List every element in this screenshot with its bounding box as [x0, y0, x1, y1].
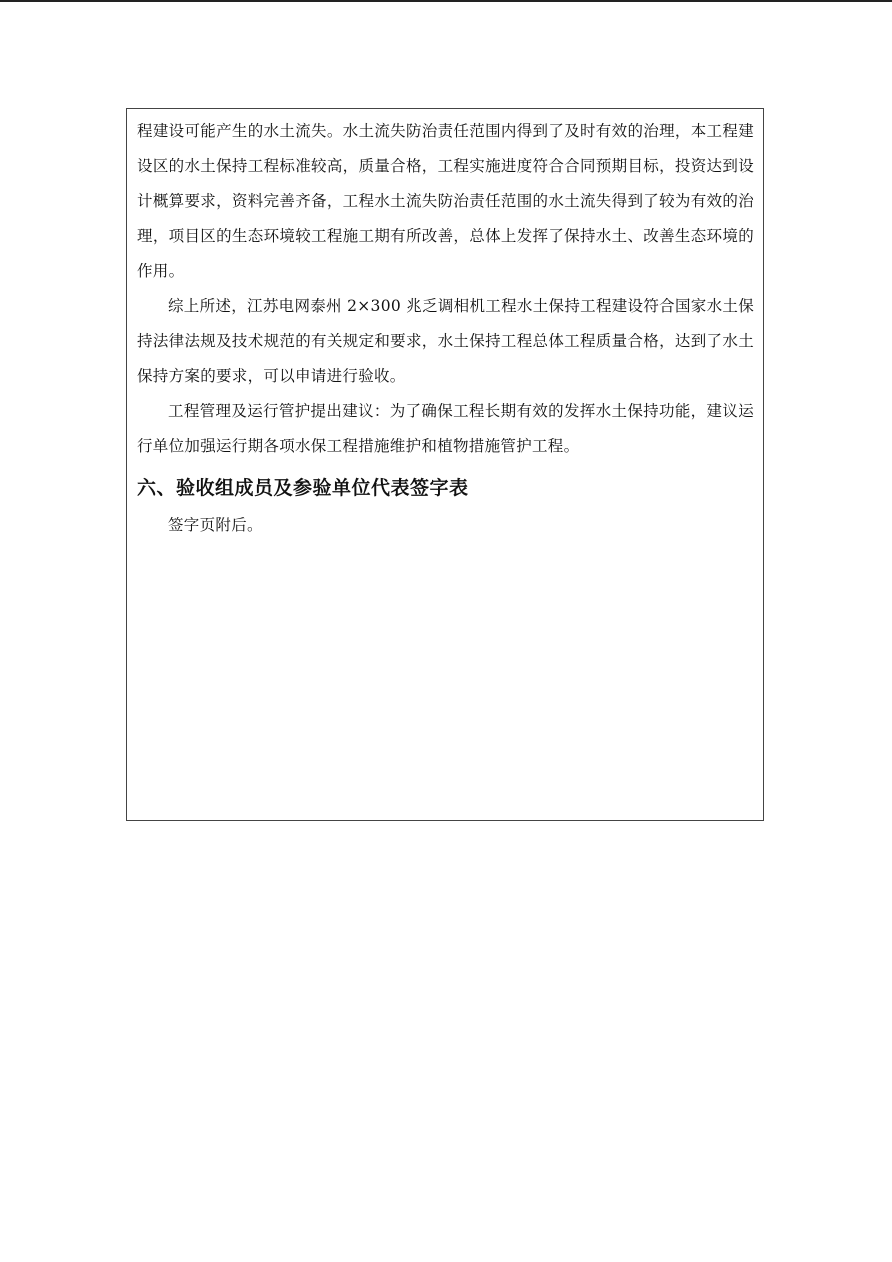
section-body: 签字页附后。: [168, 516, 263, 534]
paragraph-conclusion: 综上所述，江苏电网泰州 2×300 兆乏调相机工程水土保持工程建设符合国家水土保持法律法规及技术规范的有关规定和要求，水土保持工程总体工程质量合格，达到了水土保持方案的要求，可以申请进行验收。: [137, 297, 754, 385]
page-top-rule: [0, 0, 892, 2]
content-box: [126, 108, 764, 821]
text-area: [137, 114, 754, 543]
paragraph-continuation: 程建设可能产生的水土流失。水土流失防治责任范围内得到了及时有效的治理，本工程建设区的水土保持工程标准较高，质量合格，工程实施进度符合合同预期目标，投资达到设计概算要求，资料完善齐备，工程水土流失防治责任范围的水土流失得到了较为有效的治理，项目区的生态环境较工程施工期有所改善，总体上发挥了保持水土、改善生态环境的作用。: [137, 122, 754, 280]
section-heading: 六、验收组成员及参验单位代表签字表: [137, 477, 469, 499]
paragraph-suggestion: 工程管理及运行管护提出建议：为了确保工程长期有效的发挥水土保持功能，建议运行单位加强运行期各项水保工程措施维护和植物措施管护工程。: [137, 402, 754, 455]
